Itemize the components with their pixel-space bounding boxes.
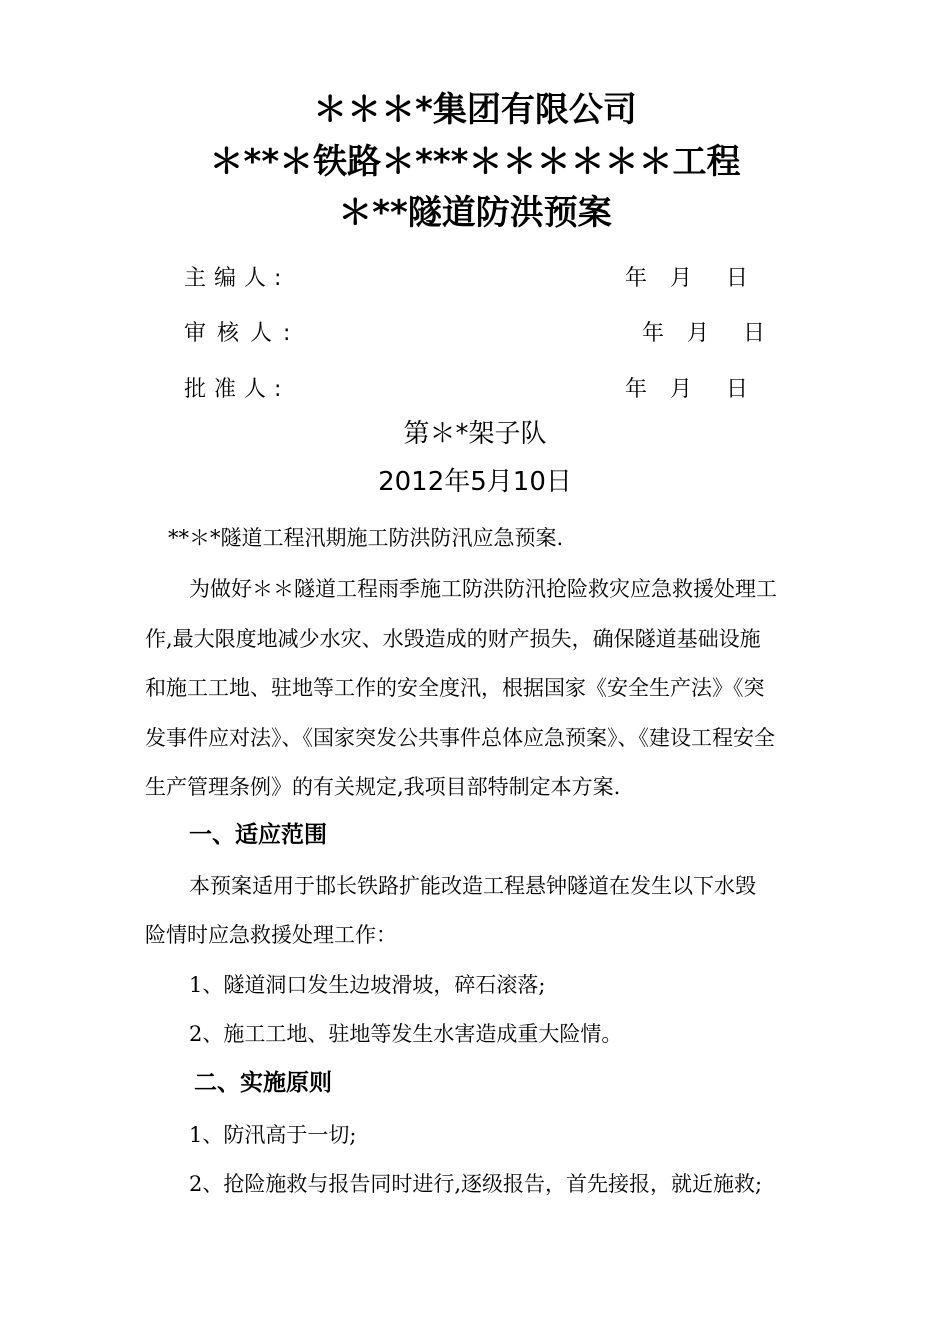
approver-day: 日 [726, 377, 749, 402]
project-title: ＊**＊铁路＊***＊＊＊＊＊＊工程 [209, 142, 741, 182]
editor-label: 主编人: [184, 266, 290, 291]
paragraph-line: 生产管理条例》的有关规定,我项目部特制定本方案. [145, 775, 621, 799]
reviewer-month: 月 [687, 321, 710, 346]
list-item: 1、防汛高于一切; [189, 1123, 357, 1147]
document-date: 2012年5月10日 [378, 467, 572, 497]
reviewer-day: 日 [743, 321, 766, 346]
list-item: 2、施工工地、驻地等发生水害造成重大险情。 [189, 1022, 623, 1046]
paragraph-line: 和施工工地、驻地等工作的安全度汛，根据国家《安全生产法》《突 [145, 676, 765, 700]
editor-year: 年 [625, 266, 648, 291]
reviewer-year: 年 [642, 321, 665, 346]
approver-year: 年 [625, 377, 648, 402]
intro-title: **＊*隧道工程汛期施工防洪防汛应急预案. [168, 526, 564, 550]
approver-month: 月 [670, 377, 693, 402]
paragraph-line: 作,最大限度地减少水灾、水毁造成的财产损失，确保隧道基础设施 [145, 627, 761, 651]
section-heading-scope: 一、适应范围 [189, 822, 327, 848]
editor-month: 月 [670, 266, 693, 291]
plan-title: ＊**隧道防洪预案 [338, 193, 612, 233]
company-title: ＊＊＊*集团有限公司 [313, 90, 637, 130]
editor-day: 日 [726, 266, 749, 291]
list-item: 1、隧道洞口发生边坡滑坡，碎石滚落; [189, 973, 546, 997]
reviewer-label: 审核人: [184, 321, 302, 346]
list-item: 2、抢险施救与报告同时进行,逐级报告，首先接报，就近施救; [189, 1172, 763, 1196]
section-heading-principles: 二、实施原则 [194, 1070, 332, 1096]
approver-label: 批准人: [184, 377, 290, 402]
team-name: 第＊*架子队 [403, 419, 547, 449]
paragraph-line: 险情时应急救援处理工作： [145, 923, 397, 947]
paragraph-line: 为做好＊＊隧道工程雨季施工防洪防汛抢险救灾应急救援处理工 [189, 577, 777, 601]
paragraph-line: 发事件应对法》、《国家突发公共事件总体应急预案》、《建设工程安全 [145, 726, 775, 750]
paragraph-line: 本预案适用于邯长铁路扩能改造工程悬钟隧道在发生以下水毁 [189, 874, 756, 898]
